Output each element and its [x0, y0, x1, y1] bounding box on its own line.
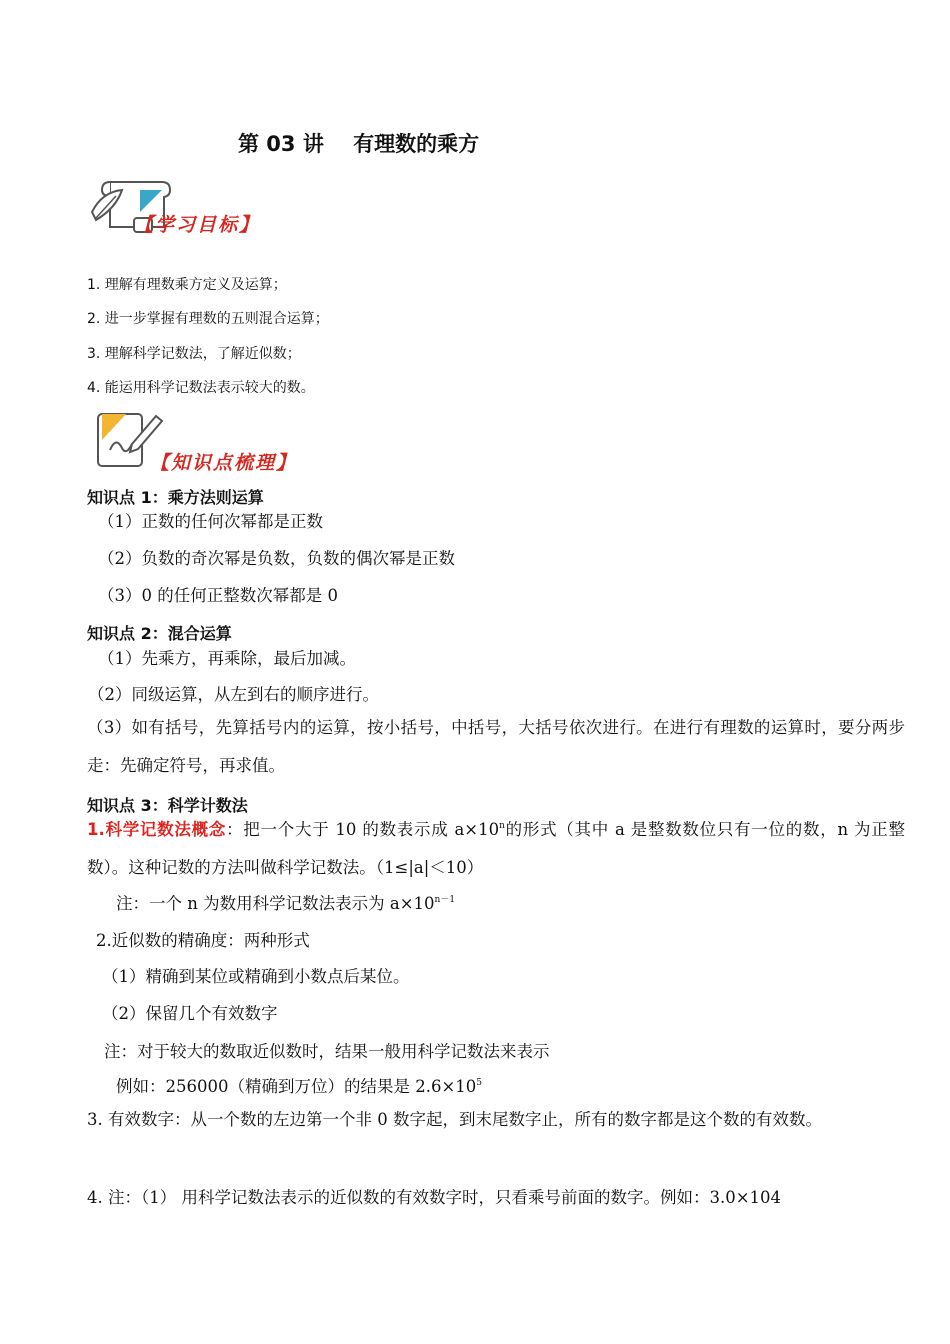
goal-4: 4. 能运用科学记数法表示较大的数。 — [87, 380, 315, 396]
goal-2: 2. 进一步掌握有理数的五则混合运算； — [87, 311, 329, 327]
kp1-item-2: （2）负数的奇次幂是负数，负数的偶次幂是正数 — [98, 549, 455, 568]
approx-item-2: （2）保留几个有效数字 — [102, 1004, 278, 1023]
kp1-heading: 知识点 1：乘方法则运算 — [87, 488, 264, 507]
knowledge-label: 【知识点梳理】 — [150, 452, 298, 474]
page-title: 第 03 讲 有理数的乘方 — [238, 132, 480, 156]
approx-item-1: （1）精确到某位或精确到小数点后某位。 — [102, 967, 410, 986]
learning-goals-banner — [88, 172, 328, 242]
kp1-item-1: （1）正数的任何次幂都是正数 — [98, 512, 323, 531]
knowledge-banner — [92, 406, 332, 476]
kp2-item-3: （3）如有括号，先算括号内的运算，按小括号，中括号，大括号依次进行。在进行有理数的运算时，要分两步走：先确定符号，再求值。 — [87, 718, 905, 775]
kp1-item-3: （3）0 的任何正整数次幂都是 0 — [98, 586, 338, 605]
goal-3: 3. 理解科学记数法，了解近似数； — [87, 346, 301, 362]
kp3-note-1 — [116, 890, 455, 914]
kp2-heading: 知识点 2：混合运算 — [87, 624, 232, 643]
kp2-item-1: （1）先乘方，再乘除，最后加减。 — [98, 649, 356, 668]
concept-sup: n — [499, 821, 505, 831]
goal-1: 1. 理解有理数乘方定义及运算； — [87, 277, 287, 293]
example-sup: 5 — [476, 1078, 483, 1088]
kp3-concept — [87, 807, 905, 887]
example-text: 例如：256000（精确到万位）的结果是 2.6×10 — [116, 1077, 477, 1096]
kp3-heading: 知识点 3：科学计数法 — [87, 796, 248, 815]
learning-goals-label: 【学习目标】 — [134, 214, 261, 236]
kp3-example — [116, 1073, 482, 1097]
kp3-note-3: 4. 注：（1） 用科学记数法表示的近似数的有效数字时，只看乘号前面的数字。例如：3.0×104 — [87, 1188, 782, 1207]
kp2-item-2: （2）同级运算，从左到右的顺序进行。 — [88, 685, 379, 704]
concept-text-b: 的形式（其中 a 是整数数位只有一位的数，n 为正整数）。这种记数的方法叫做科学记数法。（1≤|a|＜10） — [87, 820, 906, 877]
sig-digits: 3. 有效数字：从一个数的左边第一个非 0 数字起，到末尾数字止，所有的数字都是这个数的有效数。 — [87, 1110, 822, 1129]
kp3-note-2: 注：对于较大的数取近似数时，结果一般用科学记数法来表示 — [104, 1042, 550, 1061]
note1-text: 注：一个 n 为数用科学记数法表示为 a×10 — [116, 894, 435, 913]
note1-sup: n－1 — [434, 895, 456, 905]
approx-heading: 2.近似数的精确度：两种形式 — [96, 931, 310, 950]
concept-text-a: ：把一个大于 10 的数表示成 a×10 — [226, 820, 500, 839]
concept-label: 1.科学记数法概念 — [87, 820, 227, 839]
